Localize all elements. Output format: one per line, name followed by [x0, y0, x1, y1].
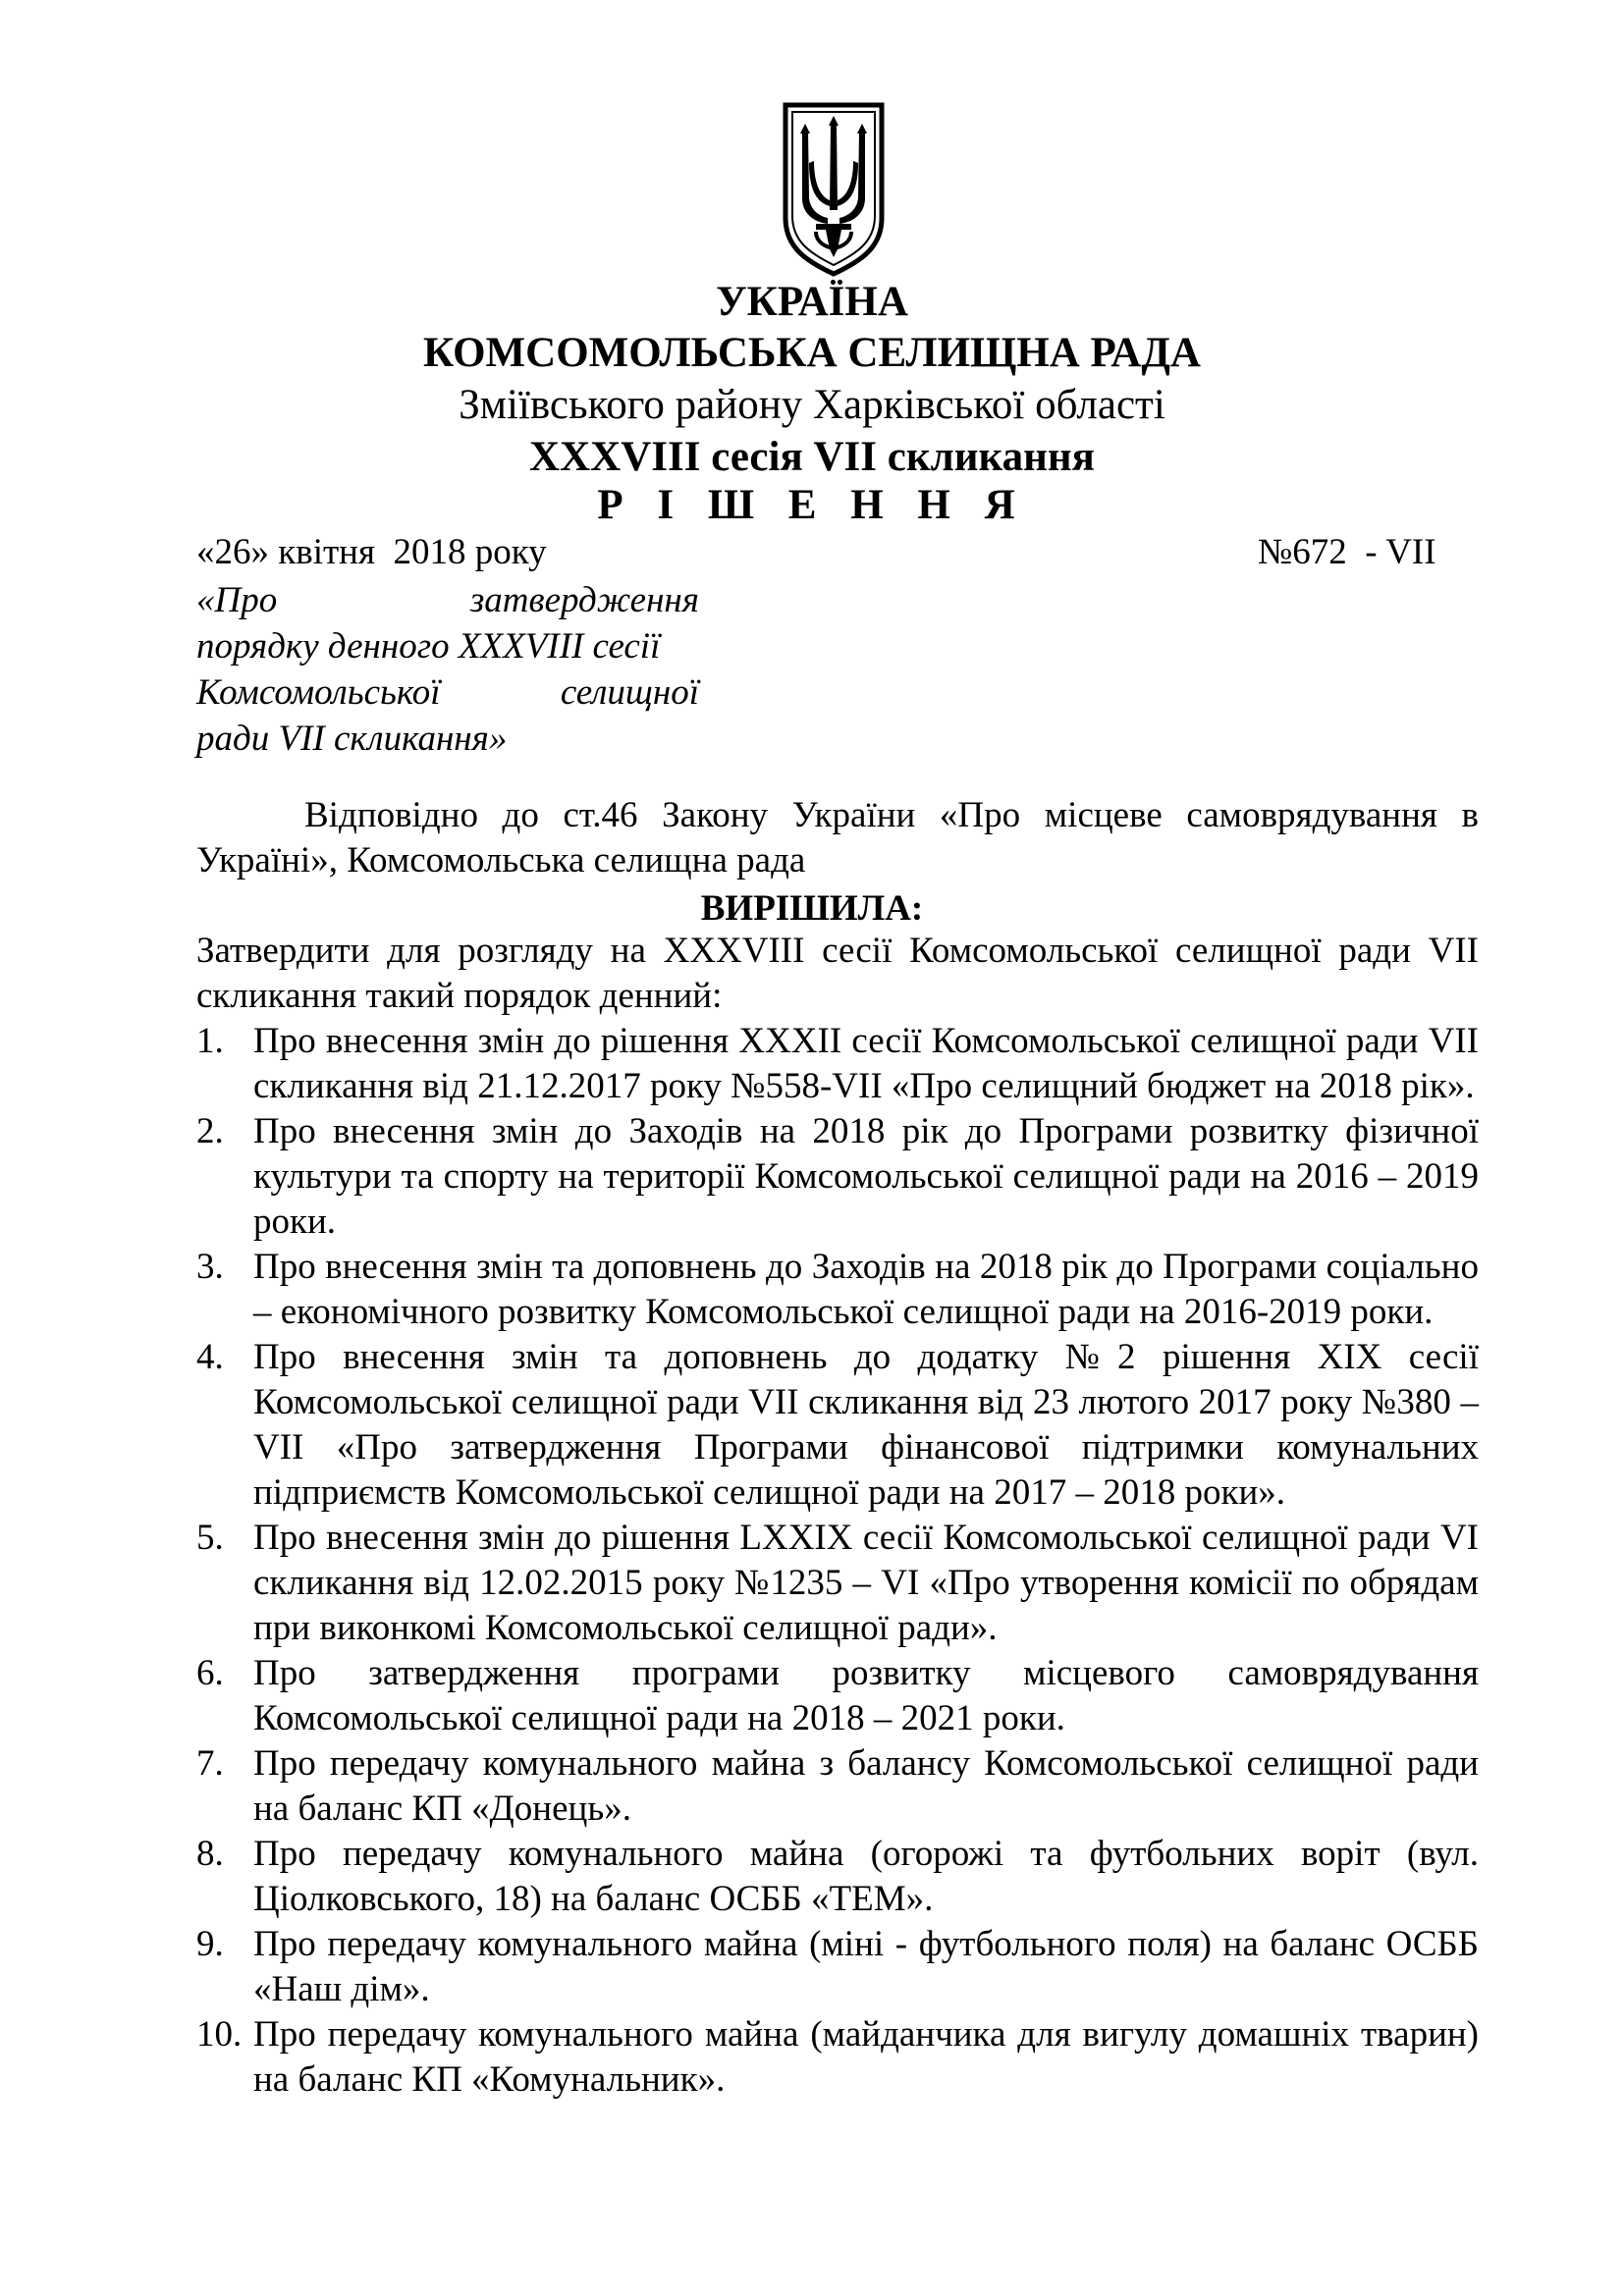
agenda-item-number: 3.: [196, 1247, 224, 1287]
agenda-item-number: 1.: [196, 1021, 224, 1061]
agenda-list: [196, 1019, 1479, 2103]
document-type-title: Р І Ш Е Н Н Я: [597, 482, 1027, 528]
district-subtitle: Зміївського району Харківської області: [459, 382, 1165, 428]
subject-line: Комсомольської селищної: [196, 672, 699, 713]
decision-subject: [196, 577, 699, 762]
agenda-item-text: Про передачу комунального майна (огорожі та футбольних воріт (вул. Ціолковського, 18) на баланс ОСББ «ТЕМ».: [253, 1834, 1479, 1919]
agenda-item-number: 9.: [196, 1924, 224, 1964]
subject-line: порядку денного XXXVIII сесії: [196, 626, 661, 667]
council-title: КОМСОМОЛЬСЬКА СЕЛИЩНА РАДА: [423, 330, 1201, 376]
agenda-item: [196, 2012, 1479, 2103]
agenda-item-number: 8.: [196, 1834, 224, 1874]
subject-line: «Про затвердження: [196, 580, 699, 620]
agenda-item: [196, 1516, 1479, 1651]
country-title: УКРАЇНА: [716, 279, 908, 325]
agenda-item: [196, 1651, 1479, 1741]
agenda-item: [196, 1019, 1479, 1109]
decision-date: «26» квітня 2018 року: [196, 532, 547, 572]
session-title: XXXVIII сесія VII скликання: [529, 434, 1095, 480]
intro-paragraph: Затвердити для розгляду на XXXVIII сесії Комсомольської селищної ради VII скликання такий порядок денний:: [196, 931, 1479, 1016]
agenda-item-number: 5.: [196, 1518, 224, 1558]
agenda-item: [196, 1922, 1479, 2012]
agenda-item: [196, 1109, 1479, 1245]
agenda-item-number: 10.: [196, 2014, 243, 2055]
preamble-paragraph: Відповідно до ст.46 Закону України «Про місцеве самоврядування в Україні», Комсомольська селищна рада: [196, 795, 1479, 881]
agenda-item-text: Про внесення змін та доповнень до Заходів на 2018 рік до Програми соціально – економічного розвитку Комсомольської селищної ради на 2016-2019 роки.: [253, 1247, 1479, 1332]
agenda-item-number: 6.: [196, 1653, 224, 1693]
trident-coat-of-arms-icon: [783, 102, 885, 277]
agenda-item-text: Про внесення змін до Заходів на 2018 рік до Програми розвитку фізичної культури та спорту на території Комсомольської селищної ради на 2016 – 2019 роки.: [253, 1111, 1479, 1242]
agenda-item-number: 2.: [196, 1111, 224, 1151]
agenda-item-text: Про передачу комунального майна з балансу Комсомольської селищної ради на баланс КП «Донець».: [253, 1743, 1479, 1829]
agenda-item: [196, 1335, 1479, 1516]
agenda-item: [196, 1245, 1479, 1335]
agenda-item-text: Про передачу комунального майна (майданчика для вигулу домашніх тварин) на баланс КП «Комунальник».: [253, 2014, 1479, 2100]
resolved-heading: ВИРІШИЛА:: [700, 888, 924, 929]
agenda-item-text: Про передачу комунального майна (міні - футбольного поля) на баланс ОСББ «Наш дім».: [253, 1924, 1479, 2009]
agenda-item-text: Про внесення змін до рішення LXXIX сесії Комсомольської селищної ради VI скликання від 12.02.2015 року №1235 – VI «Про утворення комісії по обрядам при виконкомі Комсомольської селищної ради».: [253, 1518, 1479, 1648]
agenda-item-text: Про затвердження програми розвитку місцевого самоврядування Комсомольської селищної ради на 2018 – 2021 роки.: [253, 1653, 1479, 1738]
agenda-item: [196, 1741, 1479, 1832]
agenda-item-number: 4.: [196, 1337, 224, 1377]
agenda-item-text: Про внесення змін та доповнень до додатку №2 рішення XIX сесії Комсомольської селищної ради VII скликання від 23 лютого 2017 року №380 – VII «Про затвердження Програми фінансової підтримки комунальних підприємств Комсомольської селищної ради на 2017 – 2018 роки».: [253, 1337, 1479, 1513]
agenda-item: [196, 1832, 1479, 1922]
agenda-item-text: Про внесення змін до рішення XXXII сесії Комсомольської селищної ради VII скликання від 21.12.2017 року №558-VII «Про селищний бюджет на 2018 рік».: [253, 1021, 1479, 1106]
decision-number: №672 - VII: [1258, 532, 1436, 572]
agenda-item-number: 7.: [196, 1743, 224, 1784]
subject-line: ради VII скликання»: [196, 719, 508, 759]
